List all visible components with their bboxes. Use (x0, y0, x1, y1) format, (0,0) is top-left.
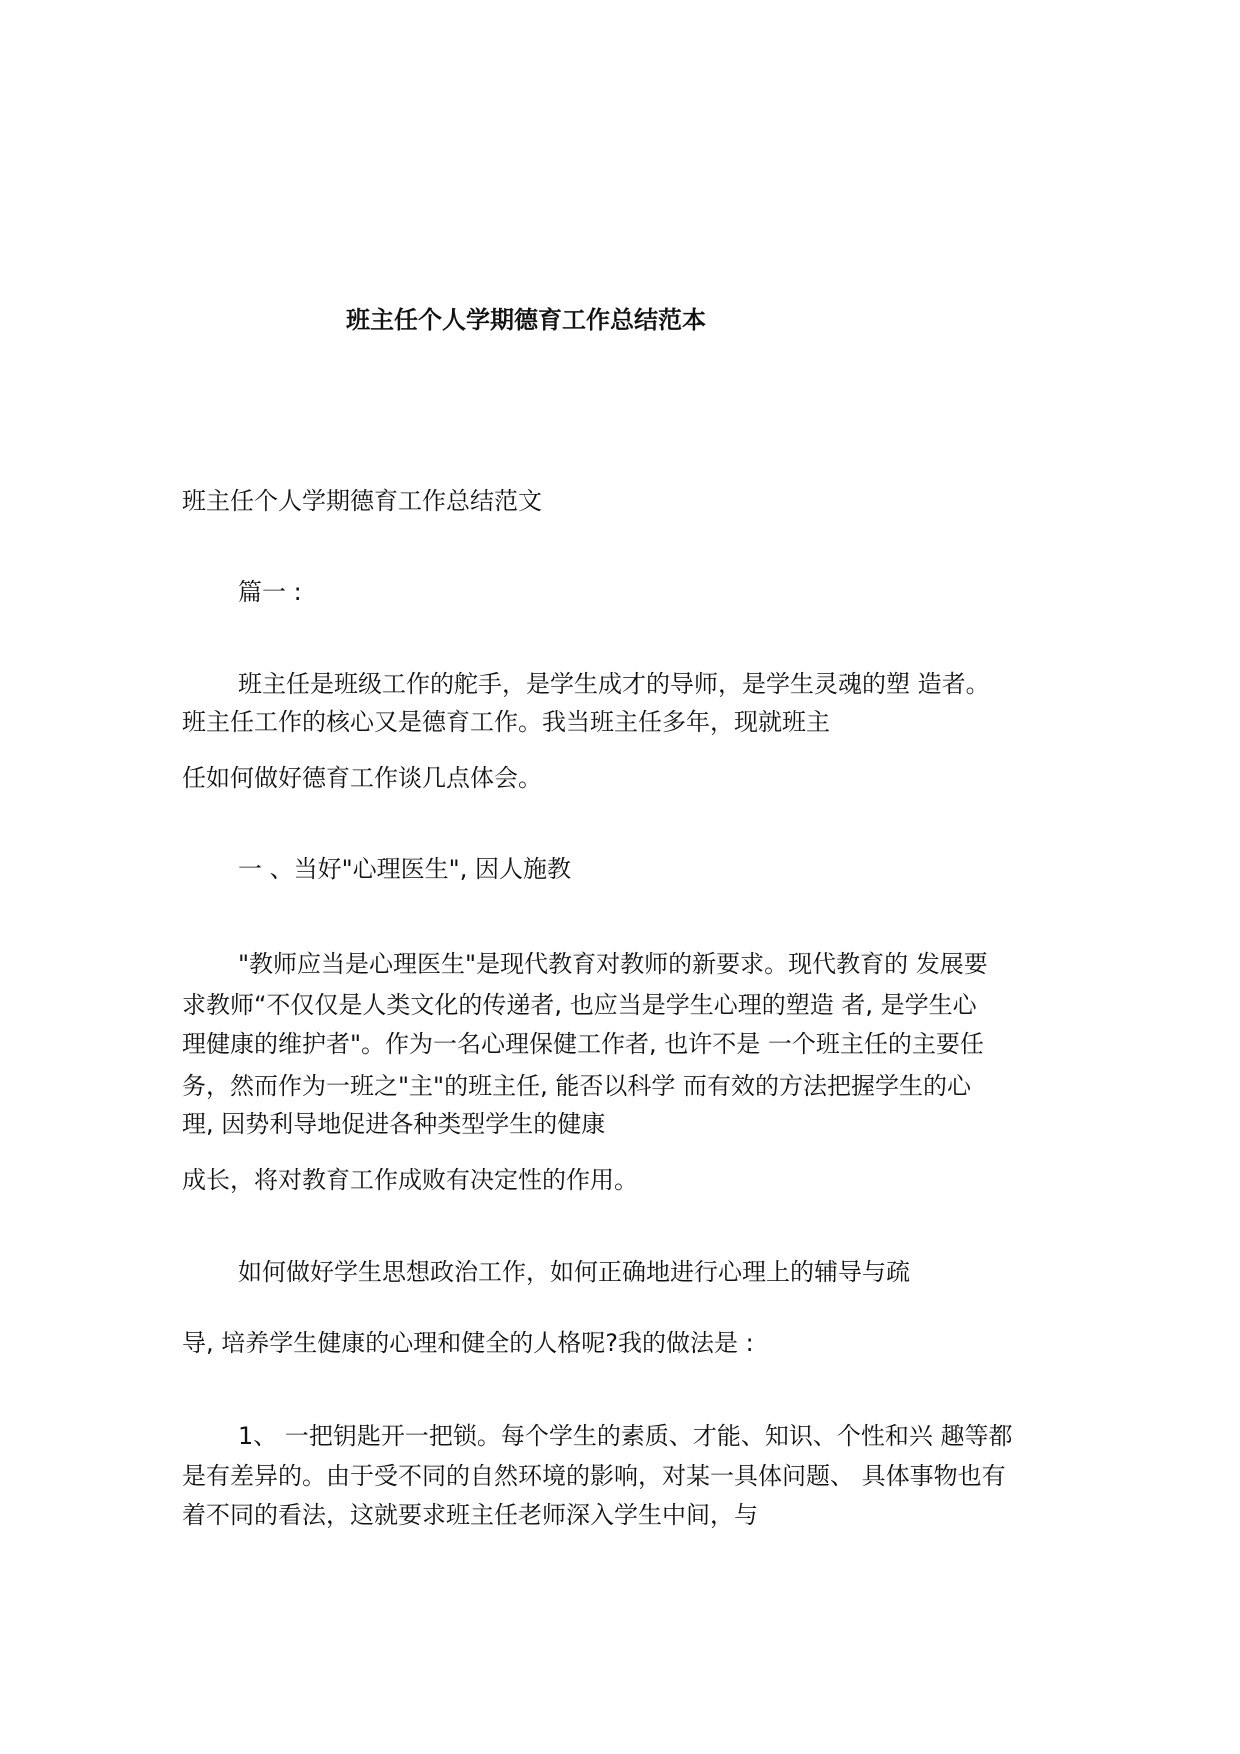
paragraph-line: 导, 培养学生健康的心理和健全的人格呢?我的做法是 : (182, 1329, 754, 1357)
paragraph-line: 着不同的看法，这就要求班主任老师深入学生中间，与 (182, 1501, 758, 1529)
document-title: 班主任个人学期德育工作总结范本 (346, 306, 706, 334)
paragraph-line: 成长，将对教育工作成败有决定性的作用。 (182, 1166, 638, 1194)
paragraph-line: 班主任是班级工作的舵手，是学生成才的导师，是学生灵魂的塑 造者。 (238, 670, 990, 698)
paragraph-line: 如何做好学生思想政治工作，如何正确地进行心理上的辅导与疏 (238, 1258, 910, 1286)
paragraph-line: 班主任工作的核心又是德育工作。我当班主任多年，现就班主 (182, 708, 830, 736)
paragraph-line: "教师应当是心理医生"是现代教育对教师的新要求。现代教育的 发展要 (238, 950, 988, 978)
paragraph-line: 理健康的维护者"。作为一名心理保健工作者, 也许不是 一个班主任的主要任 (182, 1030, 984, 1058)
paragraph-line: 任如何做好德育工作谈几点体会。 (182, 764, 542, 792)
part-label: 篇一 : (238, 578, 302, 606)
document-subtitle: 班主任个人学期德育工作总结范文 (182, 487, 542, 515)
section-heading: 一 、当好"心理医生", 因人施教 (238, 855, 571, 883)
paragraph-line: 求教师“不仅仅是人类文化的传递者, 也应当是学生心理的塑造 者, 是学生心 (182, 991, 977, 1019)
paragraph-line: 理, 因势利导地促进各种类型学生的健康 (182, 1110, 606, 1138)
paragraph-line: 务，然而作为一班之"主"的班主任, 能否以科学 而有效的方法把握学生的心 (182, 1072, 971, 1100)
paragraph-line: 1、 一把钥匙开一把锁。每个学生的素质、才能、知识、个性和兴 趣等都 (238, 1422, 1013, 1450)
paragraph-line: 是有差异的。由于受不同的自然环境的影响，对某一具体问题、 具体事物也有 (182, 1462, 1006, 1490)
